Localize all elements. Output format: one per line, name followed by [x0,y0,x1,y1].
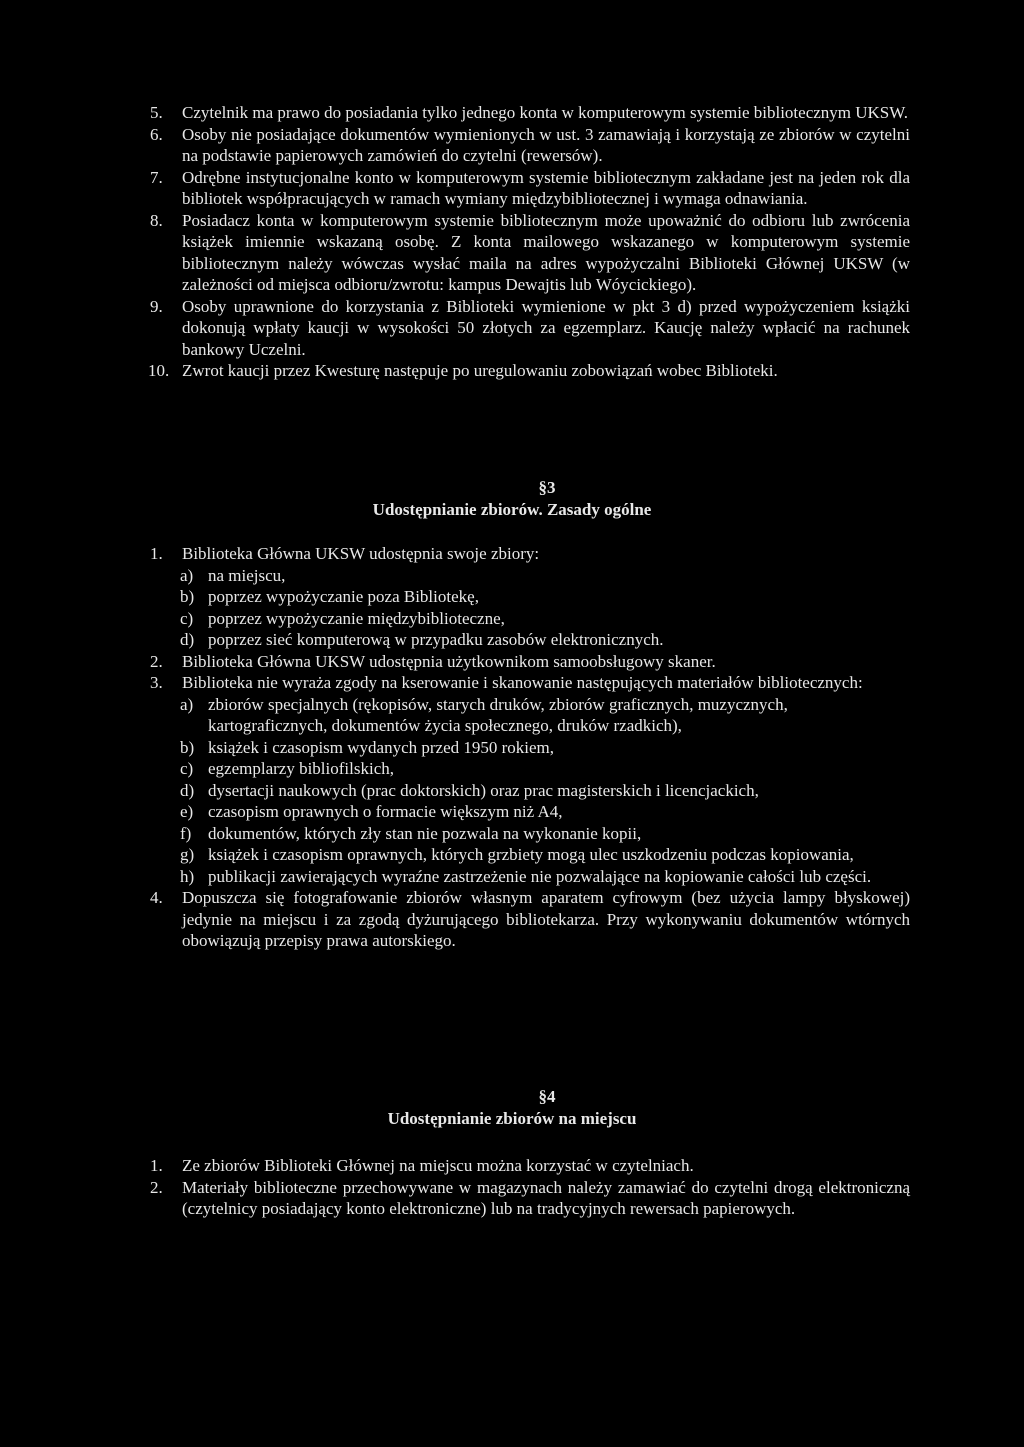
section4-list [150,1155,910,1220]
list-item-9: 9. Osoby uprawnione do korzystania z Biblioteki wymienione w pkt 3 d) przed wypożyczeniem książki dokonują wpłaty kaucji w wysokości 50 złotych za egzemplarz. Kaucję należy wpłacić na rachunek bankowy Uczelni. [150,296,910,359]
section3-list [150,543,910,952]
sublist-item: e) czasopism oprawnych o formacie większym niż A4, [180,802,563,821]
section4-symbol: §4 [538,1087,556,1106]
sublist-item: g) książek i czasopism oprawnych, których grzbiety mogą ulec uszkodzeniu podczas kopiowania, [180,845,854,864]
section3-symbol: §3 [538,478,556,497]
sublist-item: a) na miejscu, [180,565,286,585]
sublist-item: d) poprzez sieć komputerową w przypadku zasobów elektronicznych. [180,630,664,649]
section-prev-list [150,102,910,382]
list-item-8: 8. Posiadacz konta w komputerowym systemie bibliotecznym może upoważnić do odbioru lub zwrócenia książek imiennie wskazaną osobę. Z konta mailowego wskazanego w komputerowym systemie bibliotecznym należy wówczas wysłać maila na adres wypożyczalni Biblioteki Głównej UKSW (w zależności od miejsca odbioru/zwrotu: kampus Dewajtis lub Wóycickiego). [150,210,910,294]
list-item-10: 10. Zwrot kaucji przez Kwesturę następuje po uregulowaniu zobowiązań wobec Biblioteki. [148,361,778,380]
section3-item-4: 4. Dopuszcza się fotografowanie zbiorów własnym aparatem cyfrowym (bez użycia lampy błyskowej) jedynie na miejscu i za zgodą dyżurującego bibliotekarza. Przy wykonywaniu dokumentów wtórnych obowiązują przepisy prawa autorskiego. [150,888,910,950]
sublist-item: h) publikacji zawierających wyraźne zastrzeżenie nie pozwalające na kopiowanie całości lub części. [180,866,872,886]
section3-title: Udostępnianie zbiorów. Zasady ogólne [372,500,652,519]
list-item-6: 6. Osoby nie posiadające dokumentów wymienionych w ust. 3 zamawiają i korzystają ze zbiorów w czytelni na podstawie papierowych zamówień do czytelni (rewersów). [150,124,910,165]
section3-item-3-sublist [180,694,910,888]
section4-heading [0,1086,1024,1130]
sublist-item: d) dysertacji naukowych (prac doktorskich) oraz prac magisterskich i licencjackich, [180,780,759,800]
sublist-item: b) poprzez wypożyczanie poza Bibliotekę, [180,587,479,606]
list-item-7: 7. Odrębne instytucjonalne konto w komputerowym systemie bibliotecznym zakładane jest na jeden rok dla bibliotek współpracujących w ramach wymiany międzybibliotecznej i wymaga odnawiania. [150,167,910,208]
sublist-item: a) zbiorów specjalnych (rękopisów, starych druków, zbiorów graficznych, muzycznych, kartograficznych, dokumentów życia społecznego, druków rzadkich), [180,694,788,735]
section3-item-1: 1. Biblioteka Główna UKSW udostępnia swoje zbiory: [150,544,540,563]
section4-item-1: 1. Ze zbiorów Biblioteki Głównej na miejscu można korzystać w czytelniach. [150,1156,694,1175]
section3-heading [0,477,1024,521]
sublist-item: c) poprzez wypożyczanie międzybiblioteczne, [180,608,505,628]
section4-item-2: 2. Materiały biblioteczne przechowywane w magazynach należy zamawiać do czytelni drogą elektroniczną (czytelnicy posiadający konto elektroniczne) lub na tradycyjnych rewersach papierowych. [150,1177,910,1218]
section3-item-3: 3. Biblioteka nie wyraża zgody na kserowanie i skanowanie następujących materiałów bibliotecznych: [150,673,863,692]
sublist-item: f) dokumentów, których zły stan nie pozwala na wykonanie kopii, [180,823,642,843]
sublist-item: b) książek i czasopism wydanych przed 1950 rokiem, [180,737,555,757]
sublist-item: c) egzemplarzy bibliofilskich, [180,759,394,778]
section4-title: Udostępnianie zbiorów na miejscu [387,1109,637,1128]
section3-item-1-sublist [180,565,910,651]
section3-item-2: 2. Biblioteka Główna UKSW udostępnia użytkownikom samoobsługowy skaner. [150,651,716,671]
list-item-5: 5. Czytelnik ma prawo do posiadania tylko jednego konta w komputerowym systemie bibliotecznym UKSW. [150,103,908,122]
